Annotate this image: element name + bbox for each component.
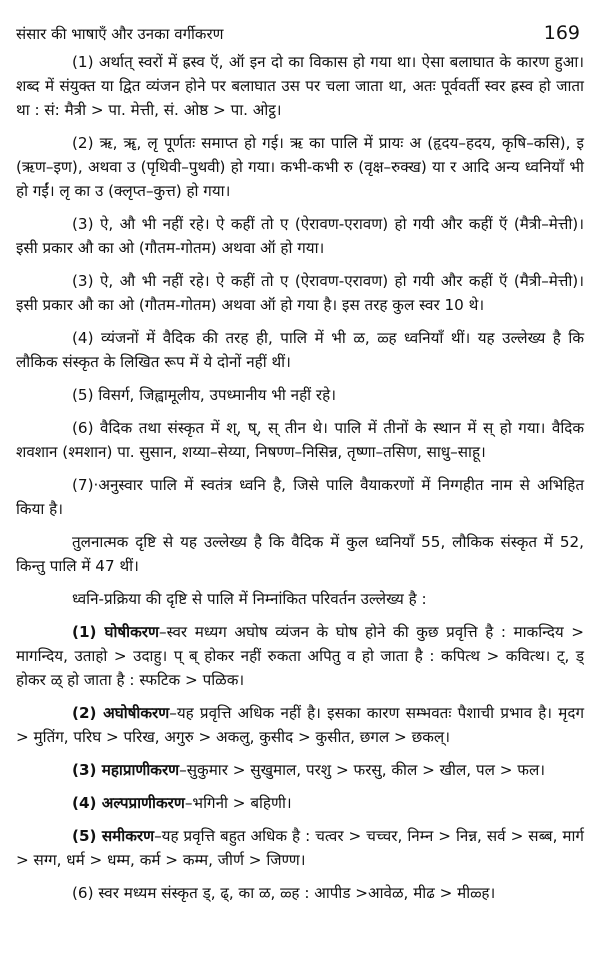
paragraph-text: –यह प्रवृत्ति अधिक नहीं है। इसका कारण सम्भवतः पैशाची प्रभाव है। मृदग > मुतिंग, परिघ > परिख, अगुरु > अकलु, कुसीद > कुसीत, छगल > छकल्। [16, 704, 584, 746]
paragraph-text: (3) ऐ, औ भी नहीं रहे। ऐ कहीं तो ए (ऐरावण-एरावण) हो गयी और कहीं ऍ (मैत्री–मेत्ती)। इसी प्रकार औ का ओ (गौतम-गोतम) अथवा ऑ हो गया। [16, 215, 584, 257]
term-heading: (4) अल्पप्राणीकरण [72, 794, 185, 812]
paragraph-text: (1) अर्थात् स्वरों में ह्रस्व ऍ, ऑ इन दो का विकास हो गया था। ऐसा बलाघात के कारण हुआ। शब्द में संयुक्त या द्वित व्यंजन होने पर बलाघात उस पर चला जाता था, अतः पूर्ववर्ती स्वर ह्रस्व हो जाता था : सं: मैत्री > पा. मेत्ती, सं. ओष्ठ > पा. ओट्ठ। [16, 53, 584, 119]
paragraph-text: (6) स्वर मध्यम संस्कृत ड्, ढ्, का ळ, ळ्ह : आपीड >आवेळ, मीढ > मीळ्ह। [72, 884, 496, 902]
term-heading: (2) अघोषीकरण [72, 704, 170, 722]
paragraph-text: (5) विसर्ग, जिह्वामूलीय, उपध्मानीय भी नहीं रहे। [72, 386, 336, 404]
paragraph-14 [16, 791, 584, 815]
paragraph-text: –भगिनी > बहिणी। [184, 794, 292, 812]
paragraph-text: (4) व्यंजनों में वैदिक की तरह ही, पालि में भी ळ, ळ्ह ध्वनियाँ थीं। यह उल्लेख्य है कि लौकिक संस्कृत के लिखित रूप में ये दोनों नहीं थीं। [16, 329, 584, 371]
term-heading: (1) घोषीकरण [72, 623, 159, 641]
paragraph-13 [16, 758, 584, 782]
paragraph-12 [16, 701, 584, 749]
page-body [16, 50, 584, 905]
term-heading: (5) समीकरण [72, 827, 155, 845]
paragraph-7 [16, 416, 584, 464]
paragraph-8 [16, 473, 584, 521]
paragraph-5 [16, 326, 584, 374]
paragraph-text: (6) वैदिक तथा संस्कृत में श्, ष्, स् तीन थे। पालि में तीनों के स्थान में स् हो गया। वैदिक शवशान (श्मशान) पा. सुसान, शय्या–सेय्या, निषण्ण–निसिन्न, तृष्णा–तसिण, साधु–साहू। [16, 419, 584, 461]
paragraph-4 [16, 269, 584, 317]
paragraph-text: तुलनात्मक दृष्टि से यह उल्लेख्य है कि वैदिक में कुल ध्वनियाँ 55, लौकिक संस्कृत में 52, किन्तु पालि में 47 थीं। [16, 533, 584, 575]
term-heading: (3) महाप्राणीकरण [72, 761, 180, 779]
paragraph-16 [16, 881, 584, 905]
paragraph-9 [16, 530, 584, 578]
paragraph-text: (7)·अनुस्वार पालि में स्वतंत्र ध्वनि है, जिसे पालि वैयाकरणों में निग्गहीत नाम से अभिहित किया है। [16, 476, 584, 518]
paragraph-text: –यह प्रवृत्ति बहुत अधिक है : चत्वर > चच्चर, निम्न > निन्न, सर्व > सब्ब, मार्ग > सग्ग, धर्म > धम्म, कर्म > कम्म, जीर्ण > जिण्ण। [16, 827, 584, 869]
paragraph-text: (2) ऋ, ॠ, लृ पूर्णतः समाप्त हो गई। ऋ का पालि में प्रायः अ (हृदय–हदय, कृषि–कसि), इ (ऋण–इण), अथवा उ (पृथिवी–पुथवी) हो गया। कभी-कभी रु (वृक्ष–रुक्ख) या र आदि अन्य ध्वनियाँ भी हो गईं। लृ का उ (क्लृप्त–कुत्त) हो गया। [16, 134, 584, 200]
paragraph-1 [16, 50, 584, 122]
running-title: संसार की भाषाएँ और उनका वर्गीकरण [16, 25, 224, 43]
paragraph-3 [16, 212, 584, 260]
paragraph-10 [16, 587, 584, 611]
paragraph-6 [16, 383, 584, 407]
paragraph-text: –सुकुमार > सुखुमाल, परशु > फरसु, कील > खील, पल > फल। [179, 761, 546, 779]
page-header [16, 0, 584, 44]
paragraph-15 [16, 824, 584, 872]
paragraph-2 [16, 131, 584, 203]
paragraph-11 [16, 620, 584, 692]
page-number: 169 [543, 22, 580, 44]
paragraph-text: (3) ऐ, औ भी नहीं रहे। ऐ कहीं तो ए (ऐरावण-एरावण) हो गयी और कहीं ऍ (मैत्री–मेत्ती)। इसी प्रकार औ का ओ (गौतम-गोतम) अथवा ऑ हो गया है। इस तरह कुल स्वर 10 थे। [16, 272, 584, 314]
paragraph-text: –स्वर मध्यग अघोष व्यंजन के घोष होने की कुछ प्रवृत्ति है : माकन्दिय > मागन्दिय, उताहो > उदाहु। प् ब् होकर नहीं रुकता अपितु व हो जाता है : कपित्थ > कवित्थ। ट्, ड् होकर ळ् हो जाता है : स्फटिक > पळिक। [16, 623, 584, 689]
paragraph-text: ध्वनि-प्रक्रिया की दृष्टि से पालि में निम्नांकित परिवर्तन उल्लेख्य है : [72, 590, 427, 608]
